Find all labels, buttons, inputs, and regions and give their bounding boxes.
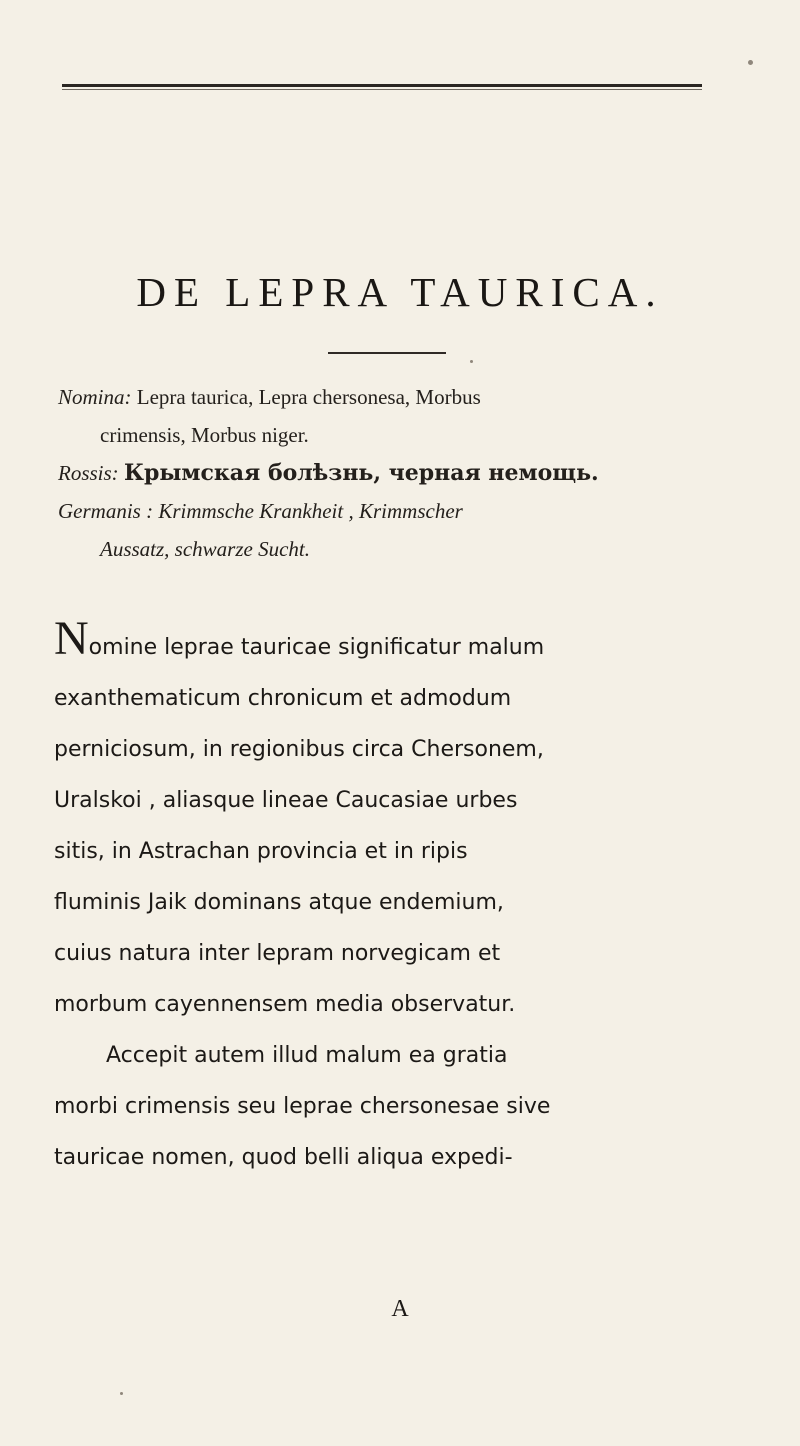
germanis-label: Germanis : xyxy=(58,499,154,523)
paper-speck xyxy=(748,60,753,65)
rossis-text: Крымская болѣзнь, черная немощь. xyxy=(123,460,599,486)
nomina-line-1 xyxy=(58,378,738,416)
germanis-text-2: Aussatz, schwarze Sucht. xyxy=(100,537,310,561)
nomina-text-2: crimensis, Morbus niger. xyxy=(100,423,309,447)
rossis-label: Rossis: xyxy=(58,461,119,485)
body-line-10: morbi crimensis seu leprae chersonesae sive xyxy=(54,1094,551,1119)
body-line-8: morbum cayennensem media observatur. xyxy=(54,992,516,1017)
page-title: DE LEPRA TAURICA. xyxy=(136,269,664,315)
germanis-line-2 xyxy=(58,530,738,568)
top-rule xyxy=(62,84,702,87)
body-line-4: Uralskoi , aliasque lineae Caucasiae urbes xyxy=(54,788,518,813)
germanis-text-1: Krimmsche Krankheit , Krimmscher xyxy=(158,499,463,523)
body-line-5: sitis, in Astrachan provincia et in ripis xyxy=(54,839,468,864)
body-line-6: fluminis Jaik dominans atque endemium, xyxy=(54,890,504,915)
body-line-9: Accepit autem illud malum ea gratia xyxy=(106,1043,508,1068)
body-line-7: cuius natura inter lepram norvegicam et xyxy=(54,941,501,966)
title-rule xyxy=(328,352,446,354)
body-line-3: perniciosum, in regionibus circa Chersonem, xyxy=(54,737,544,762)
nomina-block xyxy=(58,378,738,568)
body-line-1-text: omine leprae tauricae significatur malum xyxy=(88,635,545,660)
top-rule-thin xyxy=(62,89,702,90)
catchword: A xyxy=(391,1296,409,1322)
body-line-1 xyxy=(54,612,758,673)
germanis-line-1 xyxy=(58,492,738,530)
paper-speck xyxy=(470,360,473,363)
drop-cap: N xyxy=(54,612,89,665)
paper-speck xyxy=(120,1392,123,1395)
nomina-label: Nomina: xyxy=(58,385,132,409)
nomina-line-2 xyxy=(58,416,738,454)
rossis-line xyxy=(58,454,738,492)
body-paragraphs xyxy=(54,612,758,1183)
body-line-11: tauricae nomen, quod belli aliqua expedi- xyxy=(54,1145,513,1170)
body-line-1-content xyxy=(54,612,545,673)
nomina-text-1: Lepra taurica, Lepra chersonesa, Morbus xyxy=(136,385,481,409)
body-line-2: exanthematicum chronicum et admodum xyxy=(54,686,512,711)
